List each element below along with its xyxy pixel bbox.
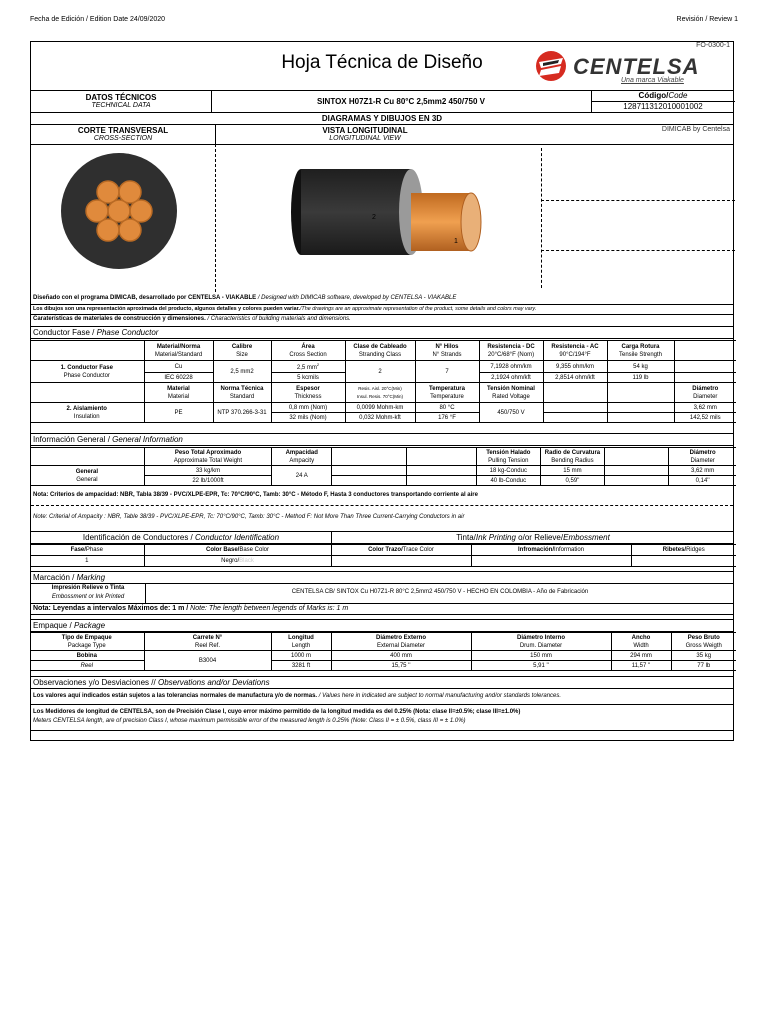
conductor-size: 2,5 mm2 [213, 361, 271, 383]
code-value: 128711312010001002 [623, 102, 703, 111]
general-pulling-2: 40 lb-Conduc [476, 476, 540, 486]
insulation-header-material: Material Material [144, 383, 213, 403]
package-internal-2: 5,91 '' [471, 661, 611, 671]
conductor-rdc-2: 2,1924 ohm/kft [479, 373, 543, 383]
code-label: Código/Code [638, 91, 688, 100]
package-gross-2: 77 lb [671, 661, 736, 671]
general-table [30, 447, 736, 486]
general-header-bending: Radio de Curvatura Bending Radius [540, 448, 604, 466]
general-header-diameter: Diámetro Diameter [669, 448, 736, 466]
marking-section-title: Marcación / Marking [33, 573, 106, 582]
marking-note: Nota: Leyendas a intervalos Máximos de: 1 m / Note: The length between legends of Marks is: 1 m [33, 605, 349, 612]
conductor-standard: IEC 60228 [144, 373, 213, 383]
mark-1-label: 1 [454, 238, 458, 245]
identification-table [30, 544, 736, 567]
marking-label-en: Embossment or Ink Printed [51, 594, 125, 600]
marking-text: CENTELSA CB/ SINTOX Cu H07Z1-R 80°C 2,5mm2 450/750 V - HECHO EN COLOMBIA - Año de Fabricación [291, 589, 589, 595]
edition-date: Fecha de Edición / Edition Date 24/09/2020 [30, 16, 166, 23]
package-width-2: 11,57 '' [611, 661, 671, 671]
ident-col-trace: Color Trazo/Trace Color [331, 545, 471, 556]
general-bending-1: 15 mm [540, 466, 604, 476]
ink-relief-title: Tinta/Ink Printing o/or Relieve/Embossment [456, 533, 610, 542]
general-header-ampacity: Ampacidad Ampacity [272, 448, 332, 466]
conductor-header-size: Calibre Size [213, 341, 271, 361]
conductor-header-strands: N° Hilos N° Strands [415, 341, 479, 361]
copper-strand [108, 200, 130, 222]
insulation-temperature-2: 176 °F [415, 413, 479, 423]
insulation-thickness-2: 32 mils (Nom) [271, 413, 345, 423]
copper-strand [97, 181, 119, 203]
conductor-strands: 7 [415, 361, 479, 383]
identification-title: Identificación de Conductores / Conductor Identification [82, 533, 280, 542]
ident-col-color: Color Base/Base Color [144, 545, 331, 556]
marking-label: Impresión Relieve o Tinta [51, 585, 125, 591]
package-section-title: Empaque / Package [33, 621, 106, 630]
copper-strand [119, 219, 141, 241]
insulation-header-resistance: Resis. Aisl. 20°C(Min) Insul. Resis. 70°C(Min) [345, 383, 415, 403]
mark-2-label: 2 [372, 214, 376, 221]
insulation-standard: NTP 370.266-3-31 [213, 403, 271, 423]
copper-strand [97, 219, 119, 241]
insulation-diameter-2: 142,52 mils [674, 413, 736, 423]
longitudinal-drawing [216, 144, 546, 292]
insulation-material: PE [144, 403, 213, 423]
drawings-note: Los dibujos son una representación aproximada del producto, algunos detalles y colores pueden variar./The drawings are an approximate representation of the product, some details and colors may vary. [33, 306, 537, 312]
insulation-header-voltage: Tensión Nominal Rated Voltage [479, 383, 543, 403]
insulation-row-label: 2. Aislamiento Insulation [30, 403, 144, 423]
conductor-header-rac: Resistencia - AC 90°C/194°F [543, 341, 607, 361]
conductor-material: Cu [144, 361, 213, 373]
insulation-header-diameter: Diámetro Diameter [674, 383, 736, 403]
package-type-en: Reel [30, 661, 144, 671]
datasheet [30, 41, 734, 741]
general-weight-1: 33 kg/km [144, 466, 271, 476]
insulation-voltage: 450/750 V [479, 403, 543, 423]
package-header-reel: Carrete N° Reel Ref. [144, 633, 271, 651]
technical-label-en: TECHNICAL DATA [91, 102, 151, 109]
brand-name: CENTELSA [573, 54, 700, 79]
revision: Revisión / Review 1 [676, 16, 738, 23]
package-width-1: 294 mm [611, 651, 671, 661]
conductor-rac-2: 2,8514 ohm/kft [543, 373, 607, 383]
longitudinal-label-en: LONGITUDINAL VIEW [329, 135, 401, 142]
package-type: Bobina [30, 651, 144, 661]
insulation-diameter-1: 3,62 mm [674, 403, 736, 413]
conductor-header-rdc: Resistencia - DC 20°C/68°F (Nom) [479, 341, 543, 361]
ident-phase: 1 [30, 556, 144, 567]
conductor-rac-1: 9,355 ohm/km [543, 361, 607, 373]
product-name: SINTOX H07Z1-R Cu 80°C 2,5mm2 450/750 V [316, 97, 485, 106]
ident-col-phase: Fase/Phase [30, 545, 144, 556]
page-title: Hoja Técnica de Diseño [281, 52, 483, 73]
package-header-gross: Peso Bruto Gross Weigth [671, 633, 736, 651]
longitudinal-label: VISTA LONGITUDINAL [322, 126, 408, 135]
form-code: FO-0300-1 [696, 42, 730, 49]
observations-section-title: Observaciones y/o Desviaciones // Observations and/or Deviations [33, 678, 270, 687]
general-diameter-2: 0,14'' [669, 476, 736, 486]
ident-col-ribs: Ribetes/Ridges [631, 545, 736, 556]
brand-logo [531, 48, 731, 88]
brand-tagline: Una marca Viakable [621, 77, 684, 84]
conductor-area-2: 5 kcmils [271, 373, 345, 383]
longitudinal-view-icon [216, 144, 546, 292]
insulation-header-thickness: Espesor Thickness [271, 383, 345, 403]
package-length-1: 1000 m [271, 651, 331, 661]
copper-strand [86, 200, 108, 222]
observation-meters-en: Meters CENTELSA length, are of precision Class I, whose maximum permissible error of the measured length is 0.25% (Note: Class II = ± 0.5%, class III = ± 1.0%) [33, 718, 466, 724]
package-header-external: Diámetro Externo External Diameter [331, 633, 471, 651]
general-diameter-1: 3,62 mm [669, 466, 736, 476]
general-pulling-1: 18 kg-Conduc [476, 466, 540, 476]
observation-tolerances: Los valores aquí indicados están sujetos a las tolerancias normales de manufactura y/o de normas. / Values here in indicated are subject to normal manufacturing and/or standards tolerances. [33, 693, 562, 699]
general-ampacity: 24 A [272, 466, 332, 486]
conductor-header-material: Material/Norma Material/Standard [144, 341, 213, 361]
conductor-header-tensile: Carga Rotura Tensile Strength [607, 341, 674, 361]
ident-col-info: Infromación/Information [471, 545, 631, 556]
ampacity-note: Nota: Criterios de ampacidad: NBR, Tabla 38/39 - PVC/XLPE-EPR, Tc: 70°C/90°C, Tamb: 30°C - Método F, Hasta 3 conductores transportando corriente al aire [33, 492, 478, 498]
conductor-tensile-1: 54 kg [607, 361, 674, 373]
package-length-2: 3281 ft [271, 661, 331, 671]
drawings-title: DIAGRAMAS Y DIBUJOS EN 3D [321, 114, 443, 123]
general-bending-2: 0,59'' [540, 476, 604, 486]
package-internal-1: 150 mm [471, 651, 611, 661]
package-external-2: 15,75 '' [331, 661, 471, 671]
ampacity-note-en: Note: Criterial of Ampacity : NBR, Table 38/39 - PVC/XLPE-EPR, Tc: 70°C/90°C, Tamb: 30°C - Method F: Not More Than Three Current-Carrying Conductors in air [33, 514, 465, 520]
package-header-length: Longitud Length [271, 633, 331, 651]
conductor-rdc-1: 7,1928 ohm/km [479, 361, 543, 373]
copper-strand [119, 181, 141, 203]
insulation-resistance-1: 0,0099 Mohm-km [345, 403, 415, 413]
design-note: Diseñado con el programa DIMICAB, desarrollado por CENTELSA - VIAKABLE / Designed with DIMICAB software, developed by CENTELSA - VIAKABLE [33, 295, 457, 301]
general-header-weight: Peso Total Aproximado Approximate Total Weight [144, 448, 271, 466]
conductor-header-stranding: Clase de Cableado Stranding Class [345, 341, 415, 361]
cross-section-label: CORTE TRANSVERSAL [77, 126, 169, 135]
conductor-tensile-2: 119 lb [607, 373, 674, 383]
conductor-section-title: Conductor Fase / Phase Conductor [33, 328, 159, 337]
cross-section-label-en: CROSS-SECTION [93, 135, 153, 142]
package-header-internal: Diámetro Interno Drum. Diameter [471, 633, 611, 651]
general-header-pulling: Tensión Halado Pulling Tension [476, 448, 540, 466]
conductor-area-1: 2,5 $mm^2$ [271, 361, 345, 373]
dimicab-label: DIMICAB by Centelsa [661, 126, 730, 133]
observation-meters: Los Medidores de longitud de CENTELSA, son de Precisión Clase I, cuyo error máximo permitido de la longitud medida es del 0.25% (Nota: clase II=±0.5%; clase III=±1.0%) [33, 709, 521, 715]
conductor-row-label: 1. Conductor Fase Phase Conductor [30, 361, 144, 383]
package-external-1: 400 mm [331, 651, 471, 661]
copper-strand [130, 200, 152, 222]
conductor-stranding: 2 [345, 361, 415, 383]
insulation-temperature-1: 80 °C [415, 403, 479, 413]
package-reel: B3004 [144, 651, 271, 671]
conductor-table [30, 340, 736, 423]
general-weight-2: 22 lb/1000ft [144, 476, 271, 486]
construction-note: Caraterísticas de materiales de construcción y dimensiones. / Characteristics of building materials and dimensions. [33, 316, 351, 322]
package-table [30, 632, 736, 671]
conductor-header-area: Área Cross Section [271, 341, 345, 361]
cross-section-icon [31, 144, 215, 292]
package-header-type: Tipo de Empaque Package Type [30, 633, 144, 651]
insulation-thickness-1: 0,8 mm (Nom) [271, 403, 345, 413]
insulation-header-standard: Norma Técnica Standard [213, 383, 271, 403]
callout-lines [541, 144, 735, 292]
general-row-label: General General [30, 466, 144, 486]
general-section-title: Información General / General Information [33, 435, 183, 444]
package-header-width: Ancho Width [611, 633, 671, 651]
cross-section-drawing [31, 144, 215, 292]
ident-color: Negro/Black [144, 556, 331, 567]
package-gross-1: 35 kg [671, 651, 736, 661]
technical-label: DATOS TÉCNICOS [85, 93, 157, 102]
insulation-resistance-2: 0,032 Mohm-kft [345, 413, 415, 423]
insulation-header-temperature: Temperatura Temperature [415, 383, 479, 403]
